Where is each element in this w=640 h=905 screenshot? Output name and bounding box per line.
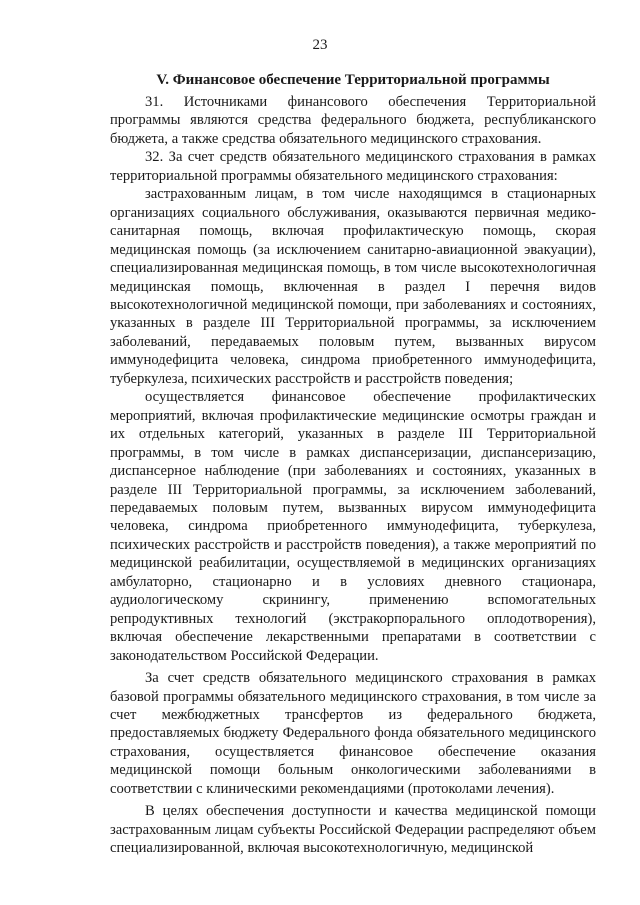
paragraph-31: 31. Источниками финансового обеспечения Территориальной программы являются средства федерального бюджета, республиканского бюджета, а также средства обязательного медицинского страхования. [110,94,596,147]
paragraph-insured-persons: застрахованным лицам, в том числе находящимся в стационарных организациях социального обслуживания, оказываются первичная медико-санитарная помощь, включая профилактическую помощь, скорая медицинская помощь (за исключением санитарно-авиационной эвакуации), специализированная медицинская помощь, в том числе высокотехнологичная медицинская помощь, включенная в раздел I перечня видов высокотехнологичной медицинской помощи, при заболеваниях и состояниях, указанных в разделе III Территориальной программы, за исключением заболеваний, передаваемых половым путем, вызванных вирусом иммунодефицита человека, синдрома приобретенного иммунодефицита, туберкулеза, психических расстройств и расстройств поведения; [110,186,596,387]
page-number: 23 [312,37,328,53]
paragraph-preventive-measures: осуществляется финансовое обеспечение профилактических мероприятий, включая профилактические медицинские осмотры граждан и их отдельных категорий, указанных в разделе III Территориальной программы, в том числе в рамках диспансеризации, диспансеризацию, диспансерное наблюдение (при заболеваниях и состояниях, указанных в разделе III Территориальной программы, за исключением заболеваний, передаваемых половым путем, вызванных вирусом иммунодефицита человека, синдрома приобретенного иммунодефицита, туберкулеза, психических расстройств и расстройств поведения), а также мероприятий по медицинской реабилитации, осуществляемой в медицинских организациях амбулаторно, стационарно и в условиях дневного стационара, аудиологическому скринингу, применению вспомогательных репродуктивных технологий (экстракорпорального оплодотворения), включая обеспечение лекарственными препаратами в соответствии с законодательством Российской Федерации. [110,389,596,664]
paragraph-accessibility: В целях обеспечения доступности и качества медицинской помощи застрахованным лицам субъекты Российской Федерации распределяют объем специализированной, включая высокотехнологичную, медицинской [110,803,596,857]
section-heading: V. Финансовое обеспечение Территориальной программы [156,72,550,88]
paragraph-oncology-funding: За счет средств обязательного медицинского страхования в рамках базовой программы обязательного медицинского страхования, в том числе за счет межбюджетных трансфертов из федерального бюджета, предоставляемых бюджету Федерального фонда обязательного медицинского страхования, осуществляется финансовое обеспечение оказания медицинской помощи больным онкологическими заболеваниями в соответствии с клиническими рекомендациями (протоколами лечения). [110,670,596,797]
section-body [110,93,596,858]
paragraph-32: 32. За счет средств обязательного медицинского страхования в рамках территориальной программы обязательного медицинского страхования: [110,149,596,184]
